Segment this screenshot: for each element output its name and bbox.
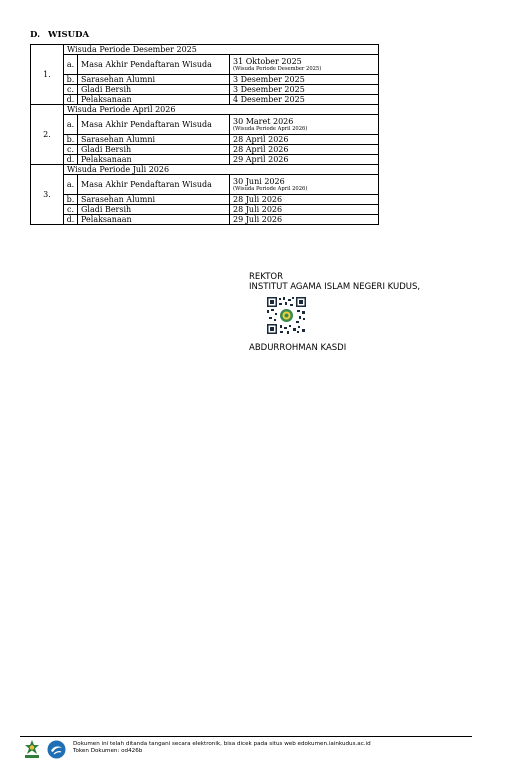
activity-date-cell: [230, 75, 379, 85]
item-letter: c.: [64, 145, 78, 155]
item-letter: b.: [64, 195, 78, 205]
schedule-row: [31, 95, 379, 105]
section-title: WISUDA: [48, 30, 90, 40]
schedule-row: [31, 115, 379, 135]
activity-date: 30 Juni 2026: [233, 177, 285, 186]
bsre-logo-icon: [47, 740, 66, 759]
item-letter: a.: [64, 115, 78, 135]
item-letter: b.: [64, 75, 78, 85]
activity-name: Gladi Bersih: [78, 85, 230, 95]
date-note: (Wisuda Periode Desember 2025): [233, 66, 322, 72]
period-title-row: [31, 105, 379, 115]
activity-date-cell: [230, 135, 379, 145]
schedule-row: [31, 175, 379, 195]
activity-date: 28 April 2026: [233, 145, 289, 154]
item-letter: d.: [64, 215, 78, 225]
activity-date: 28 Juli 2026: [233, 195, 283, 204]
schedule-row: [31, 195, 379, 205]
activity-date-cell: [230, 85, 379, 95]
footer-text: [73, 741, 371, 755]
activity-date: 28 Juli 2026: [233, 205, 283, 214]
signer-role: REKTOR: [249, 272, 283, 282]
footer-token-text: Token Dokumen: od426b: [73, 748, 143, 754]
schedule-row: [31, 85, 379, 95]
schedule-row: [31, 75, 379, 85]
activity-name: Pelaksanaan: [78, 155, 230, 165]
item-letter: d.: [64, 95, 78, 105]
schedule-row: [31, 145, 379, 155]
date-note: (Wisuda Periode April 2026): [233, 126, 308, 132]
footer-verification-text: Dokumen ini telah ditanda tangani secara elektronik, bisa dicek pada situs web edokumen.iainkudus.ac.id: [73, 741, 371, 747]
activity-date: 3 Desember 2025: [233, 75, 305, 84]
period-number: 2.: [31, 105, 64, 165]
activity-name: Sarasehan Alumni: [78, 195, 230, 205]
schedule-row: [31, 155, 379, 165]
activity-name: Masa Akhir Pendaftaran Wisuda: [78, 175, 230, 195]
activity-name: Pelaksanaan: [78, 215, 230, 225]
footer-divider: [20, 736, 472, 737]
activity-date-cell: [230, 115, 379, 135]
section-number: D.: [30, 30, 41, 40]
activity-date: 28 April 2026: [233, 135, 289, 144]
activity-date-cell: [230, 215, 379, 225]
period-title-row: [31, 165, 379, 175]
period-title: Wisuda Periode Desember 2025: [64, 45, 379, 55]
iain-kudus-logo-icon: [23, 739, 41, 759]
period-number: 3.: [31, 165, 64, 225]
item-letter: c.: [64, 205, 78, 215]
section-heading: [30, 30, 89, 40]
qr-code-icon: [266, 296, 307, 335]
activity-date-cell: [230, 95, 379, 105]
activity-date: 29 April 2026: [233, 155, 289, 164]
activity-name: Sarasehan Alumni: [78, 75, 230, 85]
signature-block: [249, 272, 420, 292]
activity-date-cell: [230, 205, 379, 215]
signer-institution: INSTITUT AGAMA ISLAM NEGERI KUDUS,: [249, 282, 421, 292]
activity-date: 30 Maret 2026: [233, 117, 294, 126]
period-title-row: [31, 45, 379, 55]
period-title: Wisuda Periode April 2026: [64, 105, 379, 115]
activity-date: 3 Desember 2025: [233, 85, 305, 94]
item-letter: a.: [64, 175, 78, 195]
activity-date-cell: [230, 155, 379, 165]
activity-date: 29 Juli 2026: [233, 215, 283, 224]
activity-name: Sarasehan Alumni: [78, 135, 230, 145]
activity-name: Pelaksanaan: [78, 95, 230, 105]
item-letter: d.: [64, 155, 78, 165]
schedule-row: [31, 215, 379, 225]
activity-date-cell: [230, 55, 379, 75]
activity-name: Gladi Bersih: [78, 145, 230, 155]
schedule-row: [31, 205, 379, 215]
schedule-row: [31, 135, 379, 145]
activity-date-cell: [230, 145, 379, 155]
graduation-schedule-table: [30, 44, 379, 225]
activity-date-cell: [230, 195, 379, 205]
item-letter: a.: [64, 55, 78, 75]
period-number: 1.: [31, 45, 64, 105]
period-title: Wisuda Periode Juli 2026: [64, 165, 379, 175]
activity-date: 31 Oktober 2025: [233, 57, 302, 66]
activity-name: Masa Akhir Pendaftaran Wisuda: [78, 55, 230, 75]
schedule-row: [31, 55, 379, 75]
signer-name: ABDURROHMAN KASDI: [249, 343, 347, 353]
activity-name: Masa Akhir Pendaftaran Wisuda: [78, 115, 230, 135]
item-letter: c.: [64, 85, 78, 95]
activity-name: Gladi Bersih: [78, 205, 230, 215]
item-letter: b.: [64, 135, 78, 145]
activity-date: 4 Desember 2025: [233, 95, 305, 104]
date-note: (Wisuda Periode April 2026): [233, 186, 308, 192]
activity-date-cell: [230, 175, 379, 195]
